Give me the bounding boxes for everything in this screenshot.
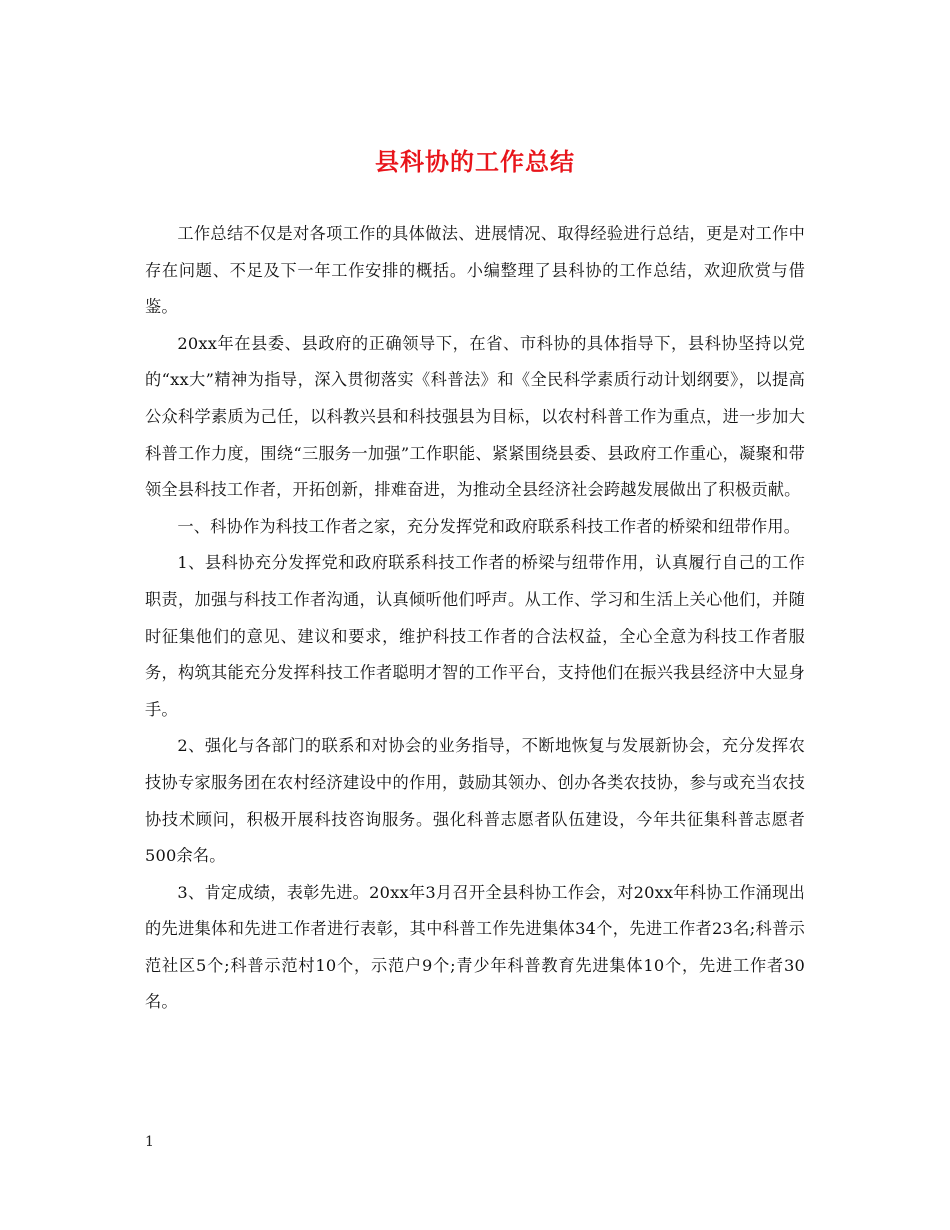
paragraph-item-1: 1、县科协充分发挥党和政府联系科技工作者的桥梁与纽带作用，认真履行自己的工作职责，加强与科技工作者沟通，认真倾听他们呼声。从工作、学习和生活上关心他们，并随时征集他们的意见、建议和要求，维护科技工作者的合法权益，全心全意为科技工作者服务，构筑其能充分发挥科技工作者聪明才智的工作平台，支持他们在振兴我县经济中大显身手。 [145, 553, 805, 719]
paragraph-item-2: 2、强化与各部门的联系和对协会的业务指导，不断地恢复与发展新协会，充分发挥农技协专家服务团在农村经济建设中的作用，鼓励其领办、创办各类农技协，参与或充当农技协技术顾问，积极开展科技咨询服务。强化科普志愿者队伍建设，今年共征集科普志愿者500余名。 [145, 736, 805, 866]
paragraph-intro: 工作总结不仅是对各项工作的具体做法、进展情况、取得经验进行总结，更是对工作中存在问题、不足及下一年工作安排的概括。小编整理了县科协的工作总结，欢迎欣赏与借鉴。 [145, 224, 805, 317]
page-number: 1 [145, 1134, 154, 1150]
document-title: 县科协的工作总结 [375, 147, 575, 176]
paragraph-section-one-heading: 一、科协作为科技工作者之家，充分发挥党和政府联系科技工作者的桥梁和纽带作用。 [177, 516, 801, 536]
paragraph-overview: 20xx年在县委、县政府的正确领导下，在省、市科协的具体指导下，县科协坚持以党的“xx大”精神为指导，深入贯彻落实《科普法》和《全民科学素质行动计划纲要》，以提高公众科学素质为己任，以科教兴县和科技强县为目标，以农村科普工作为重点，进一步加大科普工作力度，围绕“三服务一加强”工作职能、紧紧围绕县委、县政府工作重心，凝聚和带领全县科技工作者，开拓创新，排难奋进，为推动全县经济社会跨越发展做出了积极贡献。 [145, 333, 805, 500]
paragraph-item-3: 3、肯定成绩，表彰先进。20xx年3月召开全县科协工作会，对20xx年科协工作涌现出的先进集体和先进工作者进行表彰，其中科普工作先进集体34个，先进工作者23名;科普示范社区5个;科普示范村10个，示范户9个;青少年科普教育先进集体10个，先进工作者30名。 [145, 882, 805, 1012]
document-body [145, 216, 805, 1021]
